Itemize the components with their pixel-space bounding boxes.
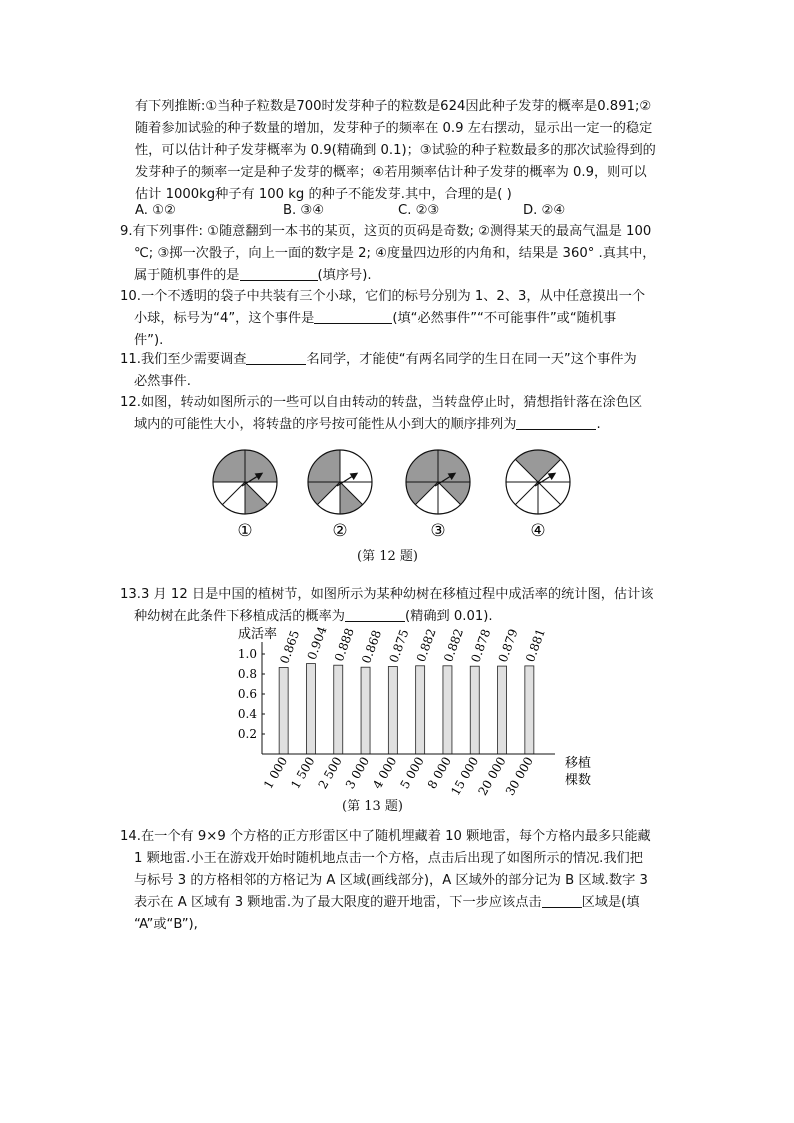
- q11-line-2: 必然事件.: [134, 374, 191, 389]
- q9-line-2: ℃; ③掷一次骰子，向上一面的数字是 2; ④度量四边形的内角和，结果是 360° .真其中，: [134, 246, 656, 261]
- chart-xlabel-line2: 棵数: [565, 773, 592, 788]
- q12-line-2: 域内的可能性大小，将转盘的序号按可能性从小到大的顺序排列为 .: [134, 417, 601, 432]
- q8-line-5: 估计 1000kg种子有 100 kg 的种子不能发芽.其中，合理的是( ): [135, 187, 512, 202]
- q10-line-3: 件”).: [134, 333, 164, 348]
- q13-answer-blank[interactable]: [345, 607, 405, 622]
- q8-line-4: 发芽种子的频率一定是种子发芽的概率；④若用频率估计种子发芽的概率为 0.9，则可以: [135, 165, 647, 180]
- q8-line-2: 随着参加试验的种子数量的增加，发芽种子的频率在 0.9 左右摆动，显示出一定一的稳定: [135, 121, 653, 136]
- spinner-label-2: ②: [332, 521, 348, 540]
- bar: [525, 666, 534, 754]
- bar-value-label: 0.882: [413, 626, 439, 664]
- x-tick-label: 2 500: [315, 754, 345, 792]
- question-14: [120, 826, 685, 936]
- x-tick-label: 20 000: [475, 754, 509, 798]
- y-tick-label: 0.2: [237, 727, 257, 741]
- bar: [498, 666, 507, 754]
- bar-value-label: 0.878: [468, 627, 494, 665]
- spinner-label-3: ③: [430, 521, 446, 540]
- bar-value-label: 0.879: [495, 627, 521, 665]
- q10-line-1: 10.一个不透明的袋子中共装有三个小球，它们的标号分别为 1、2、3，从中任意摸出一个: [120, 289, 646, 304]
- bar: [416, 666, 425, 754]
- x-tick-label: 4 000: [370, 754, 400, 792]
- y-tick-label: 0.8: [237, 667, 257, 681]
- x-tick-label: 3 000: [342, 754, 373, 792]
- bar-value-label: 0.904: [304, 624, 330, 662]
- spinner-label-1: ①: [237, 521, 253, 540]
- x-tick-label: 15 000: [448, 754, 482, 798]
- bar-value-label: 0.881: [523, 626, 548, 664]
- x-tick-label: 5 000: [397, 754, 427, 792]
- bar: [334, 665, 343, 754]
- question-8: [135, 96, 680, 206]
- question-12: [120, 392, 685, 436]
- bar-value-label: 0.875: [386, 627, 412, 665]
- q12-answer-blank[interactable]: [516, 415, 596, 430]
- bar: [470, 666, 479, 754]
- q9-line-1: 9.有下列事件: ①随意翻到一本书的某页，这页的页码是奇数; ②测得某天的最高气温是 100: [120, 224, 652, 239]
- chart-xlabel-line1: 移植: [565, 756, 592, 771]
- spinner-4: [506, 450, 570, 514]
- spinners-figure: [200, 440, 600, 540]
- q9-answer-blank[interactable]: [240, 266, 318, 281]
- bars: [277, 624, 548, 754]
- y-tick-label: 0.6: [237, 687, 257, 701]
- survival-rate-bar-chart: [220, 624, 600, 804]
- spinner-3: [406, 450, 470, 514]
- question-10: [120, 286, 685, 352]
- q9-line-3: 属于随机事件的是 (填序号).: [134, 268, 372, 283]
- x-tick-label: 1 500: [288, 754, 318, 792]
- q12-line-1: 12.如图，转动如图所示的一些可以自由转动的转盘，当转盘停止时，猜想指针落在涂色区: [120, 395, 643, 410]
- q8-option-a: A. ①②: [135, 203, 176, 218]
- bar: [443, 666, 452, 754]
- q14-line-2: 1 颗地雷.小王在游戏开始时随机地点击一个方格，点击后出现了如图所示的情况.我们把: [134, 851, 643, 866]
- q8-option-c: C. ②③: [398, 203, 440, 218]
- spinner-1: [213, 450, 277, 514]
- question-9: [120, 221, 685, 287]
- q13-line-1: 13.3 月 12 日是中国的植树节，如图所示为某种幼树在移植过程中成活率的统计图，估计该: [120, 587, 654, 602]
- y-axis-ticks: [238, 647, 265, 741]
- q14-line-1: 14.在一个有 9×9 个方格的正方形雷区中了随机埋藏着 10 颗地雷，每个方格内最多只能藏: [120, 829, 651, 844]
- q14-line-5: “A”或“B”),: [134, 917, 198, 932]
- bar-value-label: 0.868: [359, 628, 385, 666]
- bar: [306, 664, 315, 754]
- q11-answer-blank[interactable]: [246, 350, 306, 365]
- x-tick-label: 30 000: [502, 754, 536, 798]
- question-11: [120, 349, 685, 393]
- bar-value-label: 0.865: [277, 628, 303, 666]
- q13-line-2: 种幼树在此条件下移植成活的概率为 (精确到 0.01).: [134, 609, 493, 624]
- question-13: [120, 584, 685, 628]
- x-tick-label: 1 000: [260, 754, 291, 792]
- chart-ylabel: 成活率: [238, 627, 278, 642]
- q14-line-4: 表示在 A 区域有 3 颗地雷.为了最大限度的避开地雷，下一步应该点击 区域是(填: [134, 895, 640, 910]
- q8-line-3: 性，可以估计种子发芽概率为 0.9(精确到 0.1)；③试验的种子粒数最多的那次试验得到的: [135, 143, 656, 158]
- x-axis-ticks: [261, 755, 536, 798]
- bar: [279, 668, 288, 755]
- q14-answer-blank[interactable]: [542, 893, 582, 908]
- q8-line-1: 有下列推断:①当种子粒数是700时发芽种子的粒数是624因此种子发芽的概率是0.891;②: [135, 99, 652, 114]
- q10-line-2: 小球，标号为“4”，这个事件是 (填“必然事件”“不可能事件”或“随机事: [134, 311, 617, 326]
- bar: [361, 667, 370, 754]
- bar-value-label: 0.882: [441, 626, 467, 664]
- figure-12-caption: (第 12 题): [357, 549, 418, 564]
- x-tick-label: 8 000: [424, 754, 455, 792]
- figure-13-caption: (第 13 题): [342, 799, 403, 814]
- q8-option-d: D. ②④: [523, 203, 566, 218]
- q8-option-b: B. ③④: [283, 203, 325, 218]
- q14-line-3: 与标号 3 的方格相邻的方格记为 A 区域(画线部分)，A 区域外的部分记为 B 区域.数字 3: [134, 873, 648, 888]
- q10-answer-blank[interactable]: [314, 309, 392, 324]
- spinner-label-4: ④: [530, 521, 546, 540]
- spinner-2: [308, 450, 372, 514]
- bar: [388, 667, 397, 755]
- bar-value-label: 0.888: [331, 626, 357, 664]
- y-tick-label: 1.0: [237, 647, 257, 661]
- y-tick-label: 0.4: [237, 707, 257, 721]
- q11-line-1: 11.我们至少需要调查 名同学，才能使“有两名同学的生日在同一天”这个事件为: [120, 352, 637, 367]
